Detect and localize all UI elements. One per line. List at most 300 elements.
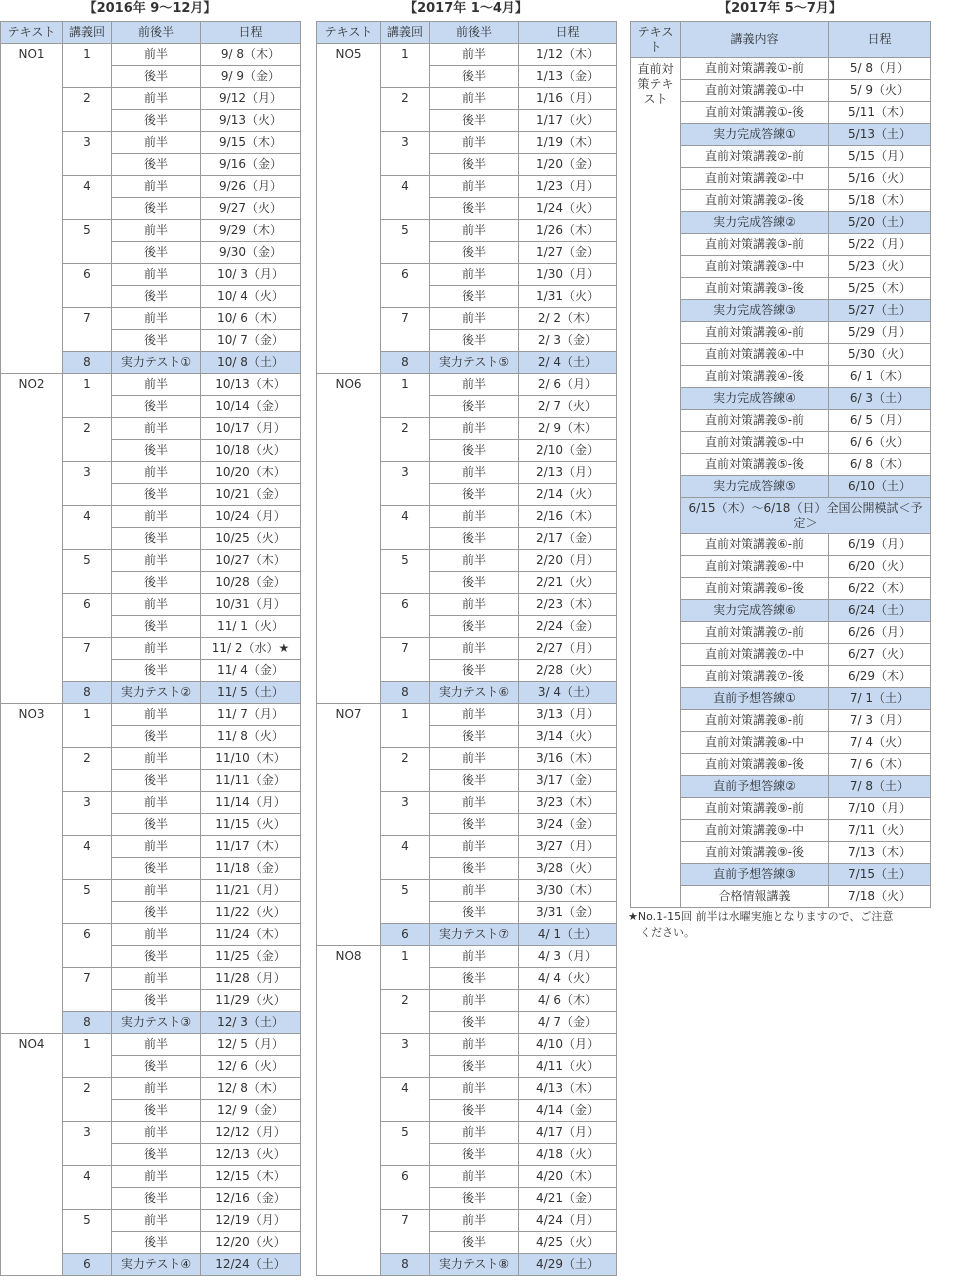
half-cell: 後半 — [112, 660, 201, 682]
lecture-no-cell: 2 — [381, 88, 430, 132]
half-cell: 後半 — [112, 1188, 201, 1210]
lecture-no-cell: 5 — [63, 1210, 112, 1254]
date-cell: 7/13（木） — [829, 842, 931, 864]
date-cell: 2/21（火） — [519, 572, 617, 594]
date-cell: 3/24（金） — [519, 814, 617, 836]
date-cell: 9/30（金） — [201, 242, 301, 264]
date-cell: 7/ 3（月） — [829, 710, 931, 732]
lecture-no-cell: 4 — [381, 176, 430, 220]
half-cell: 前半 — [112, 1122, 201, 1144]
half-cell: 前半 — [430, 594, 519, 616]
date-cell: 4/ 3（月） — [519, 946, 617, 968]
content-cell: 直前対策講義④-後 — [681, 366, 829, 388]
half-cell: 前半 — [430, 946, 519, 968]
header-text: テキスト — [317, 22, 381, 44]
content-cell: 直前対策講義⑦-後 — [681, 666, 829, 688]
date-cell: 11/17（木） — [201, 836, 301, 858]
content-cell: 直前対策講義⑥-中 — [681, 556, 829, 578]
test-label-cell: 実力テスト② — [112, 682, 201, 704]
half-cell: 前半 — [430, 44, 519, 66]
date-cell: 11/ 8（火） — [201, 726, 301, 748]
content-cell: 直前対策講義⑤-後 — [681, 454, 829, 476]
test-label-cell: 実力テスト③ — [112, 1012, 201, 1034]
lecture-no-cell: 6 — [63, 264, 112, 308]
date-cell: 11/ 7（月） — [201, 704, 301, 726]
date-cell: 9/16（金） — [201, 154, 301, 176]
table-row — [631, 58, 931, 80]
test-label-cell: 実力テスト④ — [112, 1254, 201, 1276]
half-cell: 後半 — [112, 814, 201, 836]
half-cell: 前半 — [112, 792, 201, 814]
table-row — [317, 704, 617, 726]
date-cell: 6/20（火） — [829, 556, 931, 578]
date-cell: 4/24（月） — [519, 1210, 617, 1232]
date-cell: 2/ 2（木） — [519, 308, 617, 330]
date-cell: 6/ 5（月） — [829, 410, 931, 432]
date-cell: 5/25（木） — [829, 278, 931, 300]
date-cell: 4/14（金） — [519, 1100, 617, 1122]
half-cell: 後半 — [430, 286, 519, 308]
test-date-cell: 12/ 3（土） — [201, 1012, 301, 1034]
date-cell: 4/20（木） — [519, 1166, 617, 1188]
test-label-cell: 実力テスト⑧ — [430, 1254, 519, 1276]
date-cell: 5/16（火） — [829, 168, 931, 190]
date-cell: 4/21（金） — [519, 1188, 617, 1210]
half-cell: 後半 — [430, 572, 519, 594]
date-cell: 12/12（月） — [201, 1122, 301, 1144]
half-cell: 前半 — [430, 176, 519, 198]
table-row — [1, 704, 301, 726]
date-cell: 11/ 4（金） — [201, 660, 301, 682]
test-date-cell: 12/24（土） — [201, 1254, 301, 1276]
content-cell: 直前対策講義⑧-中 — [681, 732, 829, 754]
half-cell: 前半 — [112, 880, 201, 902]
date-cell: 2/28（火） — [519, 660, 617, 682]
text-name-cell: NO6 — [317, 374, 381, 704]
content-cell: 直前対策講義③-前 — [681, 234, 829, 256]
content-cell: 実力完成答練③ — [681, 300, 829, 322]
date-cell: 9/13（火） — [201, 110, 301, 132]
content-cell: 直前対策講義⑧-前 — [681, 710, 829, 732]
test-label-cell: 実力テスト⑦ — [430, 924, 519, 946]
lecture-no-cell: 1 — [381, 44, 430, 88]
lecture-no-cell: 6 — [381, 1166, 430, 1210]
lecture-no-cell: 5 — [381, 880, 430, 924]
lecture-no-cell: 6 — [63, 924, 112, 968]
half-cell: 後半 — [112, 330, 201, 352]
date-cell: 5/13（土） — [829, 124, 931, 146]
content-cell: 直前対策講義③-後 — [681, 278, 829, 300]
test-label-cell: 実力テスト⑤ — [430, 352, 519, 374]
lecture-no-cell: 7 — [63, 308, 112, 352]
content-cell: 直前対策講義②-後 — [681, 190, 829, 212]
lecture-no-cell: 2 — [381, 748, 430, 792]
schedule-table-2016 — [0, 21, 301, 1276]
half-cell: 後半 — [112, 154, 201, 176]
half-cell: 後半 — [112, 572, 201, 594]
date-cell: 1/20（金） — [519, 154, 617, 176]
content-cell: 直前対策講義⑤-前 — [681, 410, 829, 432]
date-cell: 2/23（木） — [519, 594, 617, 616]
date-cell: 11/10（木） — [201, 748, 301, 770]
date-cell: 5/15（月） — [829, 146, 931, 168]
test-label-cell: 実力テスト⑥ — [430, 682, 519, 704]
date-cell: 3/23（木） — [519, 792, 617, 814]
table-row — [1, 1034, 301, 1056]
half-cell: 前半 — [430, 748, 519, 770]
date-cell: 7/18（火） — [829, 886, 931, 908]
lecture-no-cell: 3 — [381, 462, 430, 506]
date-cell: 12/ 8（木） — [201, 1078, 301, 1100]
half-cell: 後半 — [430, 1232, 519, 1254]
half-cell: 後半 — [430, 110, 519, 132]
half-cell: 後半 — [112, 66, 201, 88]
date-cell: 4/ 4（火） — [519, 968, 617, 990]
content-cell: 直前対策講義⑦-前 — [681, 622, 829, 644]
half-cell: 前半 — [430, 792, 519, 814]
date-cell: 12/ 6（火） — [201, 1056, 301, 1078]
half-cell: 後半 — [112, 286, 201, 308]
lecture-no-cell: 5 — [381, 550, 430, 594]
date-cell: 3/31（金） — [519, 902, 617, 924]
schedule-table-2017-jan-apr — [316, 21, 617, 1276]
date-cell: 5/22（月） — [829, 234, 931, 256]
date-cell: 11/28（月） — [201, 968, 301, 990]
date-cell: 5/18（木） — [829, 190, 931, 212]
lecture-no-cell: 1 — [381, 946, 430, 990]
test-date-cell: 10/ 8（土） — [201, 352, 301, 374]
schedule-2-title: 【2017年 1〜4月】 — [404, 1, 528, 16]
half-cell: 後半 — [112, 1232, 201, 1254]
date-cell: 12/13（火） — [201, 1144, 301, 1166]
half-cell: 前半 — [430, 638, 519, 660]
header-row — [631, 22, 931, 58]
date-cell: 10/28（金） — [201, 572, 301, 594]
content-cell: 合格情報講義 — [681, 886, 829, 908]
lecture-no-cell: 4 — [63, 176, 112, 220]
half-cell: 前半 — [112, 748, 201, 770]
date-cell: 6/ 3（土） — [829, 388, 931, 410]
header-row — [317, 22, 617, 44]
half-cell: 前半 — [112, 594, 201, 616]
half-cell: 前半 — [112, 638, 201, 660]
lecture-no-cell: 1 — [63, 44, 112, 88]
date-cell: 7/ 1（土） — [829, 688, 931, 710]
text-name-cell: NO4 — [1, 1034, 63, 1276]
date-cell: 12/ 9（金） — [201, 1100, 301, 1122]
lecture-no-cell: 4 — [381, 1078, 430, 1122]
half-cell: 前半 — [112, 264, 201, 286]
date-cell: 1/19（木） — [519, 132, 617, 154]
test-no-cell: 6 — [381, 924, 430, 946]
date-cell: 3/27（月） — [519, 836, 617, 858]
test-date-cell: 4/29（土） — [519, 1254, 617, 1276]
half-cell: 前半 — [112, 704, 201, 726]
date-cell: 1/26（木） — [519, 220, 617, 242]
half-cell: 前半 — [430, 220, 519, 242]
half-cell: 前半 — [430, 550, 519, 572]
date-cell: 11/21（月） — [201, 880, 301, 902]
half-cell: 後半 — [430, 330, 519, 352]
test-no-cell: 8 — [63, 1012, 112, 1034]
table-row — [317, 44, 617, 66]
date-cell: 11/18（金） — [201, 858, 301, 880]
date-cell: 3/13（月） — [519, 704, 617, 726]
date-cell: 5/ 8（月） — [829, 58, 931, 80]
lecture-no-cell: 4 — [63, 836, 112, 880]
lecture-no-cell: 4 — [63, 506, 112, 550]
half-cell: 後半 — [430, 1144, 519, 1166]
date-cell: 9/15（木） — [201, 132, 301, 154]
date-cell: 11/29（火） — [201, 990, 301, 1012]
header-text: テキスト — [1, 22, 63, 44]
lecture-no-cell: 7 — [381, 1210, 430, 1254]
lecture-no-cell: 3 — [63, 792, 112, 836]
schedule-1-title: 【2016年 9〜12月】 — [83, 1, 217, 16]
test-date-cell: 11/ 5（土） — [201, 682, 301, 704]
half-cell: 後半 — [112, 902, 201, 924]
date-cell: 10/ 4（火） — [201, 286, 301, 308]
header-date: 日程 — [201, 22, 301, 44]
content-cell: 直前対策講義⑤-中 — [681, 432, 829, 454]
date-cell: 5/20（土） — [829, 212, 931, 234]
date-cell: 2/ 7（火） — [519, 396, 617, 418]
date-cell: 4/17（月） — [519, 1122, 617, 1144]
text-name-cell: NO8 — [317, 946, 381, 1276]
lecture-no-cell: 2 — [63, 748, 112, 792]
half-cell: 後半 — [112, 110, 201, 132]
date-cell: 11/11（金） — [201, 770, 301, 792]
half-cell: 後半 — [430, 528, 519, 550]
half-cell: 後半 — [430, 396, 519, 418]
half-cell: 後半 — [112, 528, 201, 550]
date-cell: 10/14（金） — [201, 396, 301, 418]
date-cell: 10/18（火） — [201, 440, 301, 462]
half-cell: 前半 — [112, 968, 201, 990]
header-content: 講義内容 — [681, 22, 829, 58]
date-cell: 11/22（火） — [201, 902, 301, 924]
date-cell: 10/17（月） — [201, 418, 301, 440]
lecture-no-cell: 6 — [63, 594, 112, 638]
half-cell: 前半 — [430, 88, 519, 110]
date-cell: 6/26（月） — [829, 622, 931, 644]
content-cell: 直前対策講義⑨-後 — [681, 842, 829, 864]
footnote — [628, 909, 928, 941]
lecture-no-cell: 3 — [381, 792, 430, 836]
half-cell: 後半 — [112, 1100, 201, 1122]
half-cell: 後半 — [430, 1100, 519, 1122]
date-cell: 10/ 3（月） — [201, 264, 301, 286]
table-row — [317, 374, 617, 396]
date-cell: 4/ 7（金） — [519, 1012, 617, 1034]
half-cell: 後半 — [430, 858, 519, 880]
header-lecture-no: 講義回 — [381, 22, 430, 44]
date-cell: 4/ 6（木） — [519, 990, 617, 1012]
lecture-no-cell: 5 — [63, 550, 112, 594]
lecture-no-cell: 5 — [381, 1122, 430, 1166]
date-cell: 10/25（火） — [201, 528, 301, 550]
header-text: テキスト — [631, 22, 681, 58]
date-cell: 9/12（月） — [201, 88, 301, 110]
lecture-no-cell: 3 — [381, 1034, 430, 1078]
header-lecture-no: 講義回 — [63, 22, 112, 44]
half-cell: 前半 — [112, 44, 201, 66]
half-cell: 前半 — [112, 1078, 201, 1100]
date-cell: 4/10（月） — [519, 1034, 617, 1056]
date-cell: 12/ 5（月） — [201, 1034, 301, 1056]
header-half: 前後半 — [112, 22, 201, 44]
text-name-cell: NO3 — [1, 704, 63, 1034]
test-date-cell: 3/ 4（土） — [519, 682, 617, 704]
date-cell: 6/ 1（木） — [829, 366, 931, 388]
date-cell: 6/22（木） — [829, 578, 931, 600]
date-cell: 10/27（木） — [201, 550, 301, 572]
content-cell: 実力完成答練⑥ — [681, 600, 829, 622]
content-cell: 実力完成答練⑤ — [681, 476, 829, 498]
date-cell: 12/20（火） — [201, 1232, 301, 1254]
date-cell: 9/ 9（金） — [201, 66, 301, 88]
content-cell: 直前対策講義②-中 — [681, 168, 829, 190]
half-cell: 前半 — [430, 880, 519, 902]
date-cell: 9/26（月） — [201, 176, 301, 198]
date-cell: 6/19（月） — [829, 534, 931, 556]
half-cell: 前半 — [430, 418, 519, 440]
half-cell: 後半 — [112, 770, 201, 792]
date-cell: 5/ 9（火） — [829, 80, 931, 102]
half-cell: 前半 — [112, 1166, 201, 1188]
content-cell: 直前対策講義⑥-前 — [681, 534, 829, 556]
date-cell: 11/ 2（水）★ — [201, 638, 301, 660]
lecture-no-cell: 3 — [63, 1122, 112, 1166]
date-cell: 5/11（木） — [829, 102, 931, 124]
lecture-no-cell: 6 — [381, 594, 430, 638]
date-cell: 7/ 4（火） — [829, 732, 931, 754]
date-cell: 6/24（土） — [829, 600, 931, 622]
header-date: 日程 — [829, 22, 931, 58]
half-cell: 後半 — [112, 1056, 201, 1078]
half-cell: 後半 — [430, 1012, 519, 1034]
date-cell: 12/19（月） — [201, 1210, 301, 1232]
half-cell: 前半 — [430, 990, 519, 1012]
half-cell: 後半 — [112, 484, 201, 506]
content-cell: 実力完成答練① — [681, 124, 829, 146]
lecture-no-cell: 4 — [381, 836, 430, 880]
date-cell: 10/ 7（金） — [201, 330, 301, 352]
lecture-no-cell: 2 — [381, 990, 430, 1034]
content-cell: 直前対策講義⑨-中 — [681, 820, 829, 842]
date-cell: 1/23（月） — [519, 176, 617, 198]
half-cell: 前半 — [112, 924, 201, 946]
half-cell: 前半 — [430, 308, 519, 330]
half-cell: 後半 — [112, 1144, 201, 1166]
half-cell: 前半 — [430, 1122, 519, 1144]
lecture-no-cell: 5 — [63, 880, 112, 924]
date-cell: 7/ 6（木） — [829, 754, 931, 776]
lecture-no-cell: 5 — [63, 220, 112, 264]
date-cell: 3/30（木） — [519, 880, 617, 902]
date-cell: 5/27（土） — [829, 300, 931, 322]
date-cell: 2/16（木） — [519, 506, 617, 528]
footnote-line-2: ください。 — [640, 926, 695, 939]
half-cell: 後半 — [430, 968, 519, 990]
test-date-cell: 2/ 4（土） — [519, 352, 617, 374]
content-cell: 直前対策講義⑨-前 — [681, 798, 829, 820]
content-cell: 直前対策講義⑧-後 — [681, 754, 829, 776]
half-cell: 前半 — [430, 264, 519, 286]
date-cell: 10/ 6（木） — [201, 308, 301, 330]
date-cell: 1/13（金） — [519, 66, 617, 88]
lecture-no-cell: 2 — [63, 418, 112, 462]
test-date-cell: 4/ 1（土） — [519, 924, 617, 946]
date-cell: 11/ 1（火） — [201, 616, 301, 638]
date-cell: 3/17（金） — [519, 770, 617, 792]
date-cell: 1/12（木） — [519, 44, 617, 66]
half-cell: 後半 — [430, 814, 519, 836]
schedule-table-2017-may-jul — [630, 21, 931, 908]
text-name-cell: NO7 — [317, 704, 381, 946]
date-cell: 10/31（月） — [201, 594, 301, 616]
date-cell: 9/29（木） — [201, 220, 301, 242]
half-cell: 後半 — [112, 616, 201, 638]
half-cell: 後半 — [112, 396, 201, 418]
date-cell: 1/30（月） — [519, 264, 617, 286]
date-cell: 9/ 8（木） — [201, 44, 301, 66]
half-cell: 前半 — [430, 1210, 519, 1232]
half-cell: 後半 — [112, 946, 201, 968]
half-cell: 後半 — [430, 1188, 519, 1210]
date-cell: 4/13（木） — [519, 1078, 617, 1100]
lecture-no-cell: 7 — [381, 308, 430, 352]
lecture-no-cell: 1 — [63, 374, 112, 418]
text-name-cell: NO2 — [1, 374, 63, 704]
content-cell: 直前対策講義⑥-後 — [681, 578, 829, 600]
date-cell: 2/ 9（木） — [519, 418, 617, 440]
half-cell: 後半 — [430, 770, 519, 792]
half-cell: 後半 — [430, 726, 519, 748]
date-cell: 12/16（金） — [201, 1188, 301, 1210]
date-cell: 6/10（土） — [829, 476, 931, 498]
table-row — [317, 946, 617, 968]
test-label-cell: 実力テスト① — [112, 352, 201, 374]
half-cell: 後半 — [112, 990, 201, 1012]
table-row — [1, 44, 301, 66]
content-cell: 直前対策講義②-前 — [681, 146, 829, 168]
lecture-no-cell: 4 — [381, 506, 430, 550]
half-cell: 前半 — [430, 506, 519, 528]
content-cell: 実力完成答練④ — [681, 388, 829, 410]
date-cell: 2/13（月） — [519, 462, 617, 484]
date-cell: 2/24（金） — [519, 616, 617, 638]
lecture-no-cell: 7 — [63, 968, 112, 1012]
content-cell: 直前予想答練② — [681, 776, 829, 798]
half-cell: 前半 — [112, 836, 201, 858]
lecture-no-cell: 3 — [63, 462, 112, 506]
date-cell: 6/27（火） — [829, 644, 931, 666]
date-cell: 2/14（火） — [519, 484, 617, 506]
date-cell: 2/27（月） — [519, 638, 617, 660]
date-cell: 2/10（金） — [519, 440, 617, 462]
lecture-no-cell: 2 — [381, 418, 430, 462]
lecture-no-cell: 2 — [63, 1078, 112, 1122]
test-no-cell: 8 — [381, 682, 430, 704]
date-cell: 5/29（月） — [829, 322, 931, 344]
half-cell: 後半 — [430, 616, 519, 638]
content-cell: 直前対策講義④-前 — [681, 322, 829, 344]
date-cell: 2/ 6（月） — [519, 374, 617, 396]
lecture-no-cell: 7 — [63, 638, 112, 682]
half-cell: 前半 — [112, 176, 201, 198]
half-cell: 後半 — [112, 198, 201, 220]
